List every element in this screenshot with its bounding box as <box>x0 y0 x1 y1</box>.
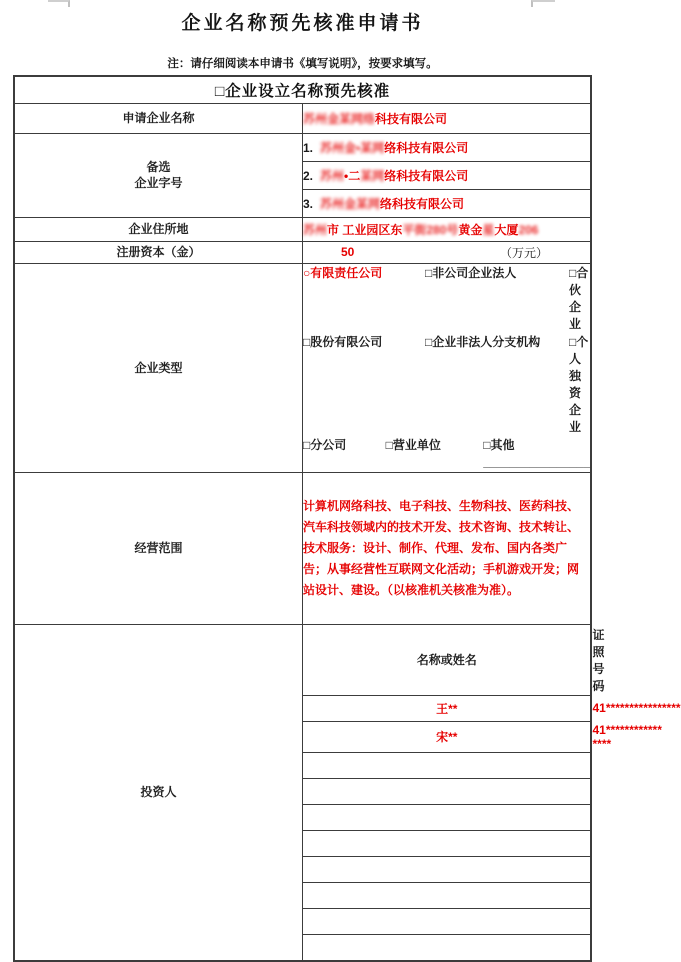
investor-empty-row <box>303 856 591 882</box>
empty-cell <box>303 856 591 882</box>
empty-cell <box>303 882 591 908</box>
value-text: 络科技有限公司 <box>380 196 465 211</box>
applied-name-row <box>14 103 591 133</box>
capital-label: 注册资本（金） <box>14 241 303 263</box>
value-text: 络科技有限公司 <box>384 168 469 183</box>
capital-value-cell <box>303 241 592 263</box>
section-header: □企业设立名称预先核准 <box>14 76 591 103</box>
investor-1-name: 王** <box>303 695 591 721</box>
company-type-label: 企业类型 <box>14 263 303 472</box>
investors-header-row: 名称或姓名 证照号码 <box>303 625 591 696</box>
business-scope-label: 经营范围 <box>14 472 303 624</box>
investor-empty-row <box>303 804 591 830</box>
empty-cell <box>303 752 591 778</box>
investors-table-cell <box>303 624 681 961</box>
type-options-line-1 <box>303 265 590 333</box>
investor-empty-row <box>303 752 591 778</box>
alt-names-label-line1: 备选 <box>146 160 171 174</box>
applied-name-value <box>303 103 592 133</box>
alt-name-2-number: 2. <box>303 168 314 183</box>
option-other: □其他________________ <box>483 437 590 469</box>
masked-text: 苏州金•某网 <box>320 140 385 155</box>
option-partnership: □合伙企业 <box>569 265 589 331</box>
masked-text: 星 <box>482 222 495 237</box>
value-text: 科技有限公司 <box>375 111 448 126</box>
capital-unit: （万元） <box>499 245 548 260</box>
option-limited-liability-company: ○有限责任公司 <box>303 265 383 280</box>
masked-text: 苏州 <box>303 222 328 237</box>
option-non-legal-person-branch: □企业非法人分支机构 <box>425 334 541 349</box>
option-non-company-legal-person: □非公司企业法人 <box>425 265 517 280</box>
empty-cell <box>303 908 591 934</box>
investor-row-2: 宋** 41************ **** <box>303 721 591 752</box>
investor-row-1: 王** 41**************** <box>303 695 591 721</box>
value-text: •二 <box>344 168 361 183</box>
masked-text: 苏州金某网 <box>320 196 381 211</box>
investors-table <box>303 625 681 961</box>
margin-corner-mark-right <box>531 0 555 7</box>
capital-row <box>14 241 591 263</box>
option-joint-stock-company: □股份有限公司 <box>303 334 383 349</box>
alt-names-label <box>14 133 303 217</box>
section-header-row <box>14 76 591 103</box>
masked-text: 苏州金某网络 <box>303 111 376 126</box>
alt-name-3-number: 3. <box>303 196 314 211</box>
alt-names-label-line2: 企业字号 <box>134 176 183 190</box>
company-type-options <box>303 263 592 472</box>
option-branch-company: □分公司 <box>303 437 347 452</box>
empty-cell <box>303 778 591 804</box>
empty-cell <box>303 830 591 856</box>
alt-name-2-value <box>303 161 592 189</box>
investor-empty-row <box>303 830 591 856</box>
empty-cell <box>303 804 591 830</box>
margin-corner-mark-left <box>48 0 70 7</box>
address-row <box>14 217 591 241</box>
option-business-unit: □营业单位 <box>385 437 441 452</box>
page-title: 企业名称预先核准申请书 <box>181 13 424 34</box>
business-scope-text: 计算机网络科技、电子科技、生物科技、医药科技、汽车科技领域内的技术开发、技术咨询、技术转让、技术服务：设计、制作、代理、发布、国内各类广告；从事经营性互联网文化活动；手机游戏开发；网站设计、建设。（以核准机关核准为准）。 <box>303 498 580 597</box>
alt-name-1-number: 1. <box>303 140 314 155</box>
investors-label: 投资人 <box>14 624 303 961</box>
alt-name-row-1 <box>14 133 591 161</box>
masked-text: 某网 <box>360 168 385 183</box>
empty-cell <box>303 934 591 960</box>
type-options-line-2 <box>303 334 590 436</box>
value-text: 络科技有限公司 <box>384 140 469 155</box>
investor-2-name: 宋** <box>303 721 591 752</box>
investors-row <box>14 624 591 961</box>
investor-empty-row <box>303 882 591 908</box>
investor-empty-row <box>303 778 591 804</box>
option-sole-proprietorship: □个人独资企业 <box>569 334 589 434</box>
business-scope-row <box>14 472 591 624</box>
value-text: 大厦 <box>494 222 519 237</box>
value-text: 黄金 <box>458 222 483 237</box>
business-scope-value <box>303 472 592 624</box>
type-options-line-3 <box>303 437 590 471</box>
address-label: 企业住所地 <box>14 217 303 241</box>
investor-empty-row <box>303 934 591 960</box>
value-text: 市 工业园区东 <box>327 222 403 237</box>
application-form-table <box>13 75 681 962</box>
masked-text: 苏州 <box>320 168 345 183</box>
masked-text: 206 <box>518 222 539 237</box>
investor-name-header: 名称或姓名 <box>303 625 591 696</box>
address-value <box>303 217 592 241</box>
alt-name-3-value <box>303 189 592 217</box>
applied-name-label: 申请企业名称 <box>14 103 303 133</box>
alt-name-1-value <box>303 133 592 161</box>
investor-empty-row <box>303 908 591 934</box>
masked-text: 平街280号 <box>402 222 459 237</box>
instruction-note: 注：请仔细阅读本申请书《填写说明》，按要求填写。 <box>167 58 438 70</box>
capital-value: 50 <box>341 245 355 259</box>
company-type-row <box>14 263 591 472</box>
